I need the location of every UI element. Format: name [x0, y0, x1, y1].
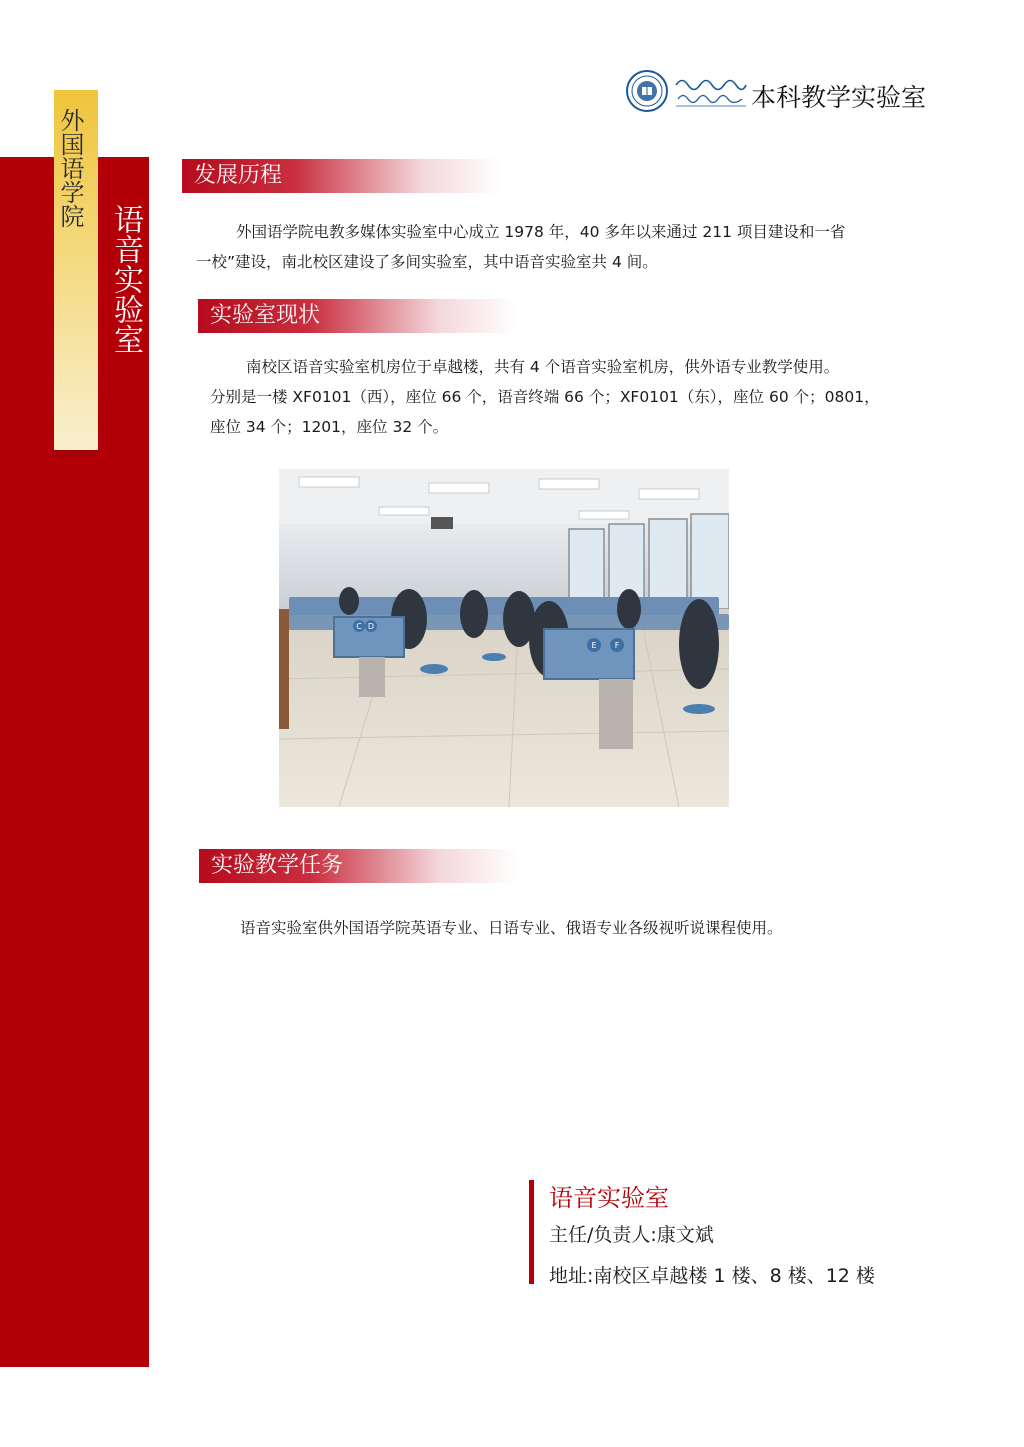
- header-title: 本科教学实验室: [751, 83, 927, 112]
- status-line-3: 座位 34 个；1201，座位 32 个。: [210, 418, 449, 436]
- status-line-2: 分别是一楼 XF0101（西），座位 66 个，语音终端 66 个；XF0101（东），座位 60 个；0801，: [210, 388, 880, 406]
- university-seal-icon: [626, 70, 668, 112]
- address-line: 地址:南校区卓越楼 1 楼、8 楼、12 楼: [549, 1265, 875, 1287]
- status-paragraph: [210, 352, 940, 442]
- section-heading-tasks: 实验教学任务: [199, 849, 519, 883]
- info-title: 语音实验室: [549, 1184, 669, 1212]
- university-script-logo: [674, 73, 748, 109]
- station-label-d: D: [367, 622, 375, 631]
- history-line-2: 一校”建设，南北校区建设了多间实验室，其中语音实验室共 4 间。: [196, 253, 658, 271]
- station-label-f: F: [614, 641, 620, 650]
- station-label-c: C: [356, 622, 362, 631]
- language-lab-photo: [279, 469, 729, 807]
- history-paragraph: [196, 217, 926, 277]
- section-heading-status: 实验室现状: [198, 299, 518, 333]
- gold-tab-edge: [54, 450, 98, 457]
- college-name: 外国语学院: [56, 108, 84, 228]
- history-line-1: 外国语学院电教多媒体实验室中心成立 1978 年，40 多年以来通过 211 项目建设和一省: [236, 223, 846, 241]
- station-label-e: E: [591, 641, 597, 650]
- status-line-1: 南校区语音实验室机房位于卓越楼，共有 4 个语音实验室机房，供外语专业教学使用。: [246, 358, 840, 376]
- lab-name-vertical: 语音实验室: [108, 204, 143, 354]
- director-line: 主任/负责人:康文斌: [549, 1224, 714, 1246]
- section-heading-history: 发展历程: [182, 159, 502, 193]
- info-accent-rule: [529, 1180, 534, 1284]
- tasks-paragraph: 语音实验室供外国语学院英语专业、日语专业、俄语专业各级视听说课程使用。: [240, 919, 783, 937]
